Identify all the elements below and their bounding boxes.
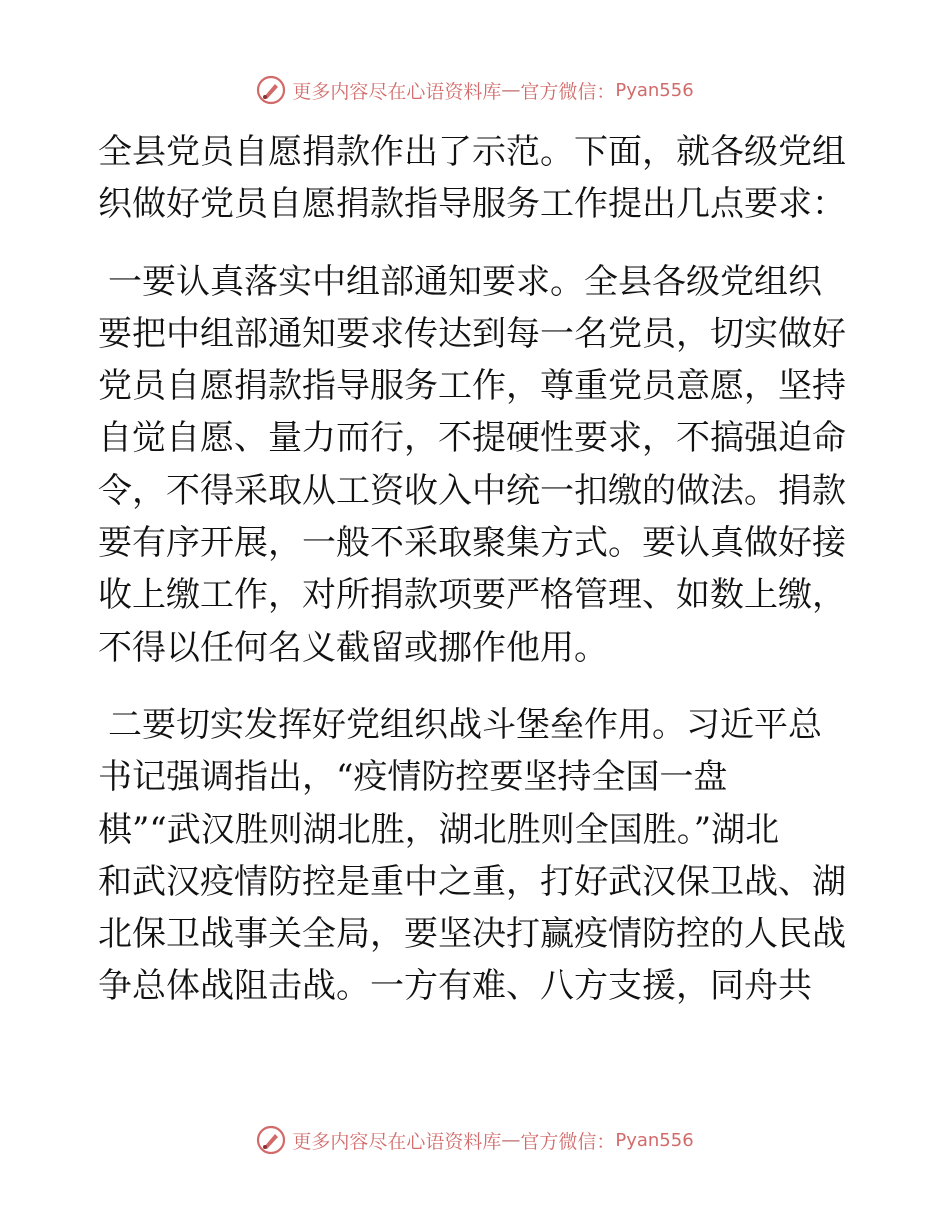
text-line: 织做好党员自愿捐款指导服务工作提出几点要求： [98,184,846,225]
watermark-wechat-id: Pyan556 [615,79,694,101]
paragraph-requirement-two [98,699,858,1013]
text-line: 不得以任何名义截留或挪作他用。 [98,627,608,668]
watermark-site-text: 更多内容尽在心语资料库 [292,80,502,103]
text-line: 棋”“武汉胜则湖北胜，湖北胜则全国胜。”湖北 [98,809,780,850]
pen-logo-icon [256,75,286,105]
text-line: 全县党员自愿捐款作出了示范。下面，就各级党组 [98,132,846,172]
watermark-wechat-id: Pyan556 [615,1129,694,1151]
header-watermark [0,70,950,110]
text-line: 收上缴工作，对所捐款项要严格管理、如数上缴， [98,575,846,616]
text-line: 要有序开展，一般不采取聚集方式。要认真做好接 [98,523,846,564]
watermark-wechat-label: 官方微信： [520,80,616,103]
text-line: 令，不得采取从工资收入中统一扣缴的做法。捐款 [98,470,846,511]
text-line: 和武汉疫情防控是重中之重，打好武汉保卫战、湖 [98,861,846,902]
paragraph-requirement-one [98,256,858,674]
text-line: 争总体战阻击战。一方有难、八方支援，同舟共 [98,966,812,1007]
watermark-separator: — [501,1129,521,1151]
text-line: 要把中组部通知要求传达到每一名党员，切实做好 [98,313,846,354]
text-line: 自觉自愿、量力而行，不提硬性要求，不搞强迫命 [98,418,846,459]
pen-logo-icon [256,1125,286,1155]
text-line: 书记强调指出，“疫情防控要坚持全国一盘 [98,757,728,798]
text-line: 二要切实发挥好党组织战斗堡垒作用。习近平总 [108,704,822,745]
footer-watermark [0,1120,950,1160]
watermark-separator: — [501,79,521,101]
document-body [98,126,858,1013]
text-line: 党员自愿捐款指导服务工作，尊重党员意愿，坚持 [98,366,846,407]
text-line: 北保卫战事关全局，要坚决打赢疫情防控的人民战 [98,914,846,955]
text-line: 一要认真落实中组部通知要求。全县各级党组织 [108,261,822,302]
watermark-wechat-label: 官方微信： [520,1130,616,1153]
paragraph-intro [98,126,858,231]
watermark-site-text: 更多内容尽在心语资料库 [292,1130,502,1153]
